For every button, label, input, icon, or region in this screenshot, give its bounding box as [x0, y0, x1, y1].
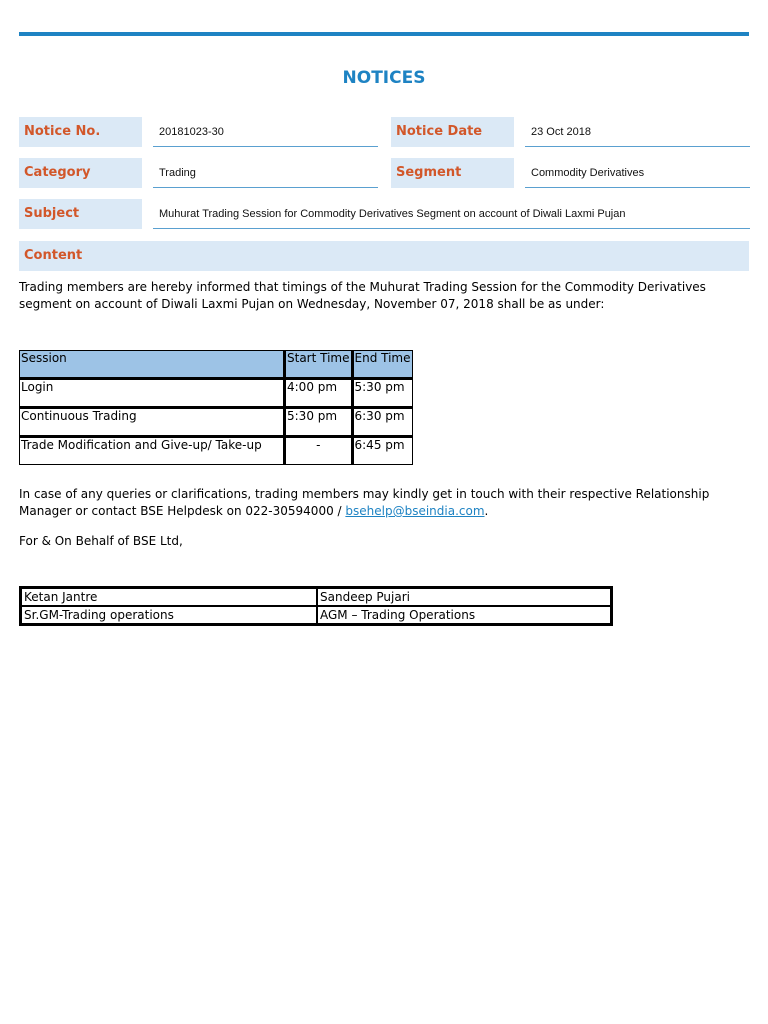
notice-no-value: 20181023-30	[153, 117, 378, 147]
header-session: Session	[20, 351, 285, 379]
start-time: -	[285, 437, 353, 465]
end-time: 5:30 pm	[352, 379, 412, 408]
helpdesk-email-link[interactable]: bsehelp@bseindia.com	[345, 504, 485, 518]
session-name: Trade Modification and Give-up/ Take-up	[20, 437, 285, 465]
start-time: 4:00 pm	[285, 379, 353, 408]
session-name: Continuous Trading	[20, 408, 285, 437]
queries-end: .	[484, 504, 489, 518]
signatory-name: Ketan Jantre	[21, 588, 318, 607]
signatory-title: AGM – Trading Operations	[317, 606, 612, 625]
content-label: Content	[19, 241, 749, 271]
subject-label: Subject	[19, 199, 142, 229]
intro-paragraph: Trading members are hereby informed that timings of the Muhurat Trading Session for the Commodity Derivatives segment on account of Diwali Laxmi Pujan on Wednesday, November 07, 2018 shall be as under:	[19, 280, 706, 311]
header-start-time: Start Time	[285, 351, 353, 379]
signatory-name-row	[21, 588, 612, 607]
session-name: Login	[20, 379, 285, 408]
queries-paragraph	[19, 486, 749, 520]
top-rule	[19, 32, 749, 36]
end-time: 6:45 pm	[352, 437, 412, 465]
segment-value: Commodity Derivatives	[525, 158, 750, 188]
notice-date-value: 23 Oct 2018	[525, 117, 750, 147]
category-value: Trading	[153, 158, 378, 188]
table-row	[20, 379, 413, 408]
end-time: 6:30 pm	[352, 408, 412, 437]
subject-value: Muhurat Trading Session for Commodity Derivatives Segment on account of Diwali Laxmi Pujan	[153, 199, 750, 229]
signatory-name: Sandeep Pujari	[317, 588, 612, 607]
notice-date-label: Notice Date	[391, 117, 514, 147]
notice-no-label: Notice No.	[19, 117, 142, 147]
signatory-title: Sr.GM-Trading operations	[21, 606, 318, 625]
signatory-title-row	[21, 606, 612, 625]
behalf-line: For & On Behalf of BSE Ltd,	[19, 534, 183, 548]
header-end-time: End Time	[352, 351, 412, 379]
category-label: Category	[19, 158, 142, 188]
signatories-table	[19, 586, 613, 626]
segment-label: Segment	[391, 158, 514, 188]
table-row	[20, 408, 413, 437]
page-title: NOTICES	[342, 68, 426, 88]
session-schedule-table	[19, 350, 413, 465]
start-time: 5:30 pm	[285, 408, 353, 437]
table-row	[20, 437, 413, 465]
table-header-row	[20, 351, 413, 379]
queries-text: In case of any queries or clarifications, trading members may kindly get in touch with their respective Relationship Manager or contact BSE Helpdesk on 022-30594000 /	[19, 487, 710, 518]
